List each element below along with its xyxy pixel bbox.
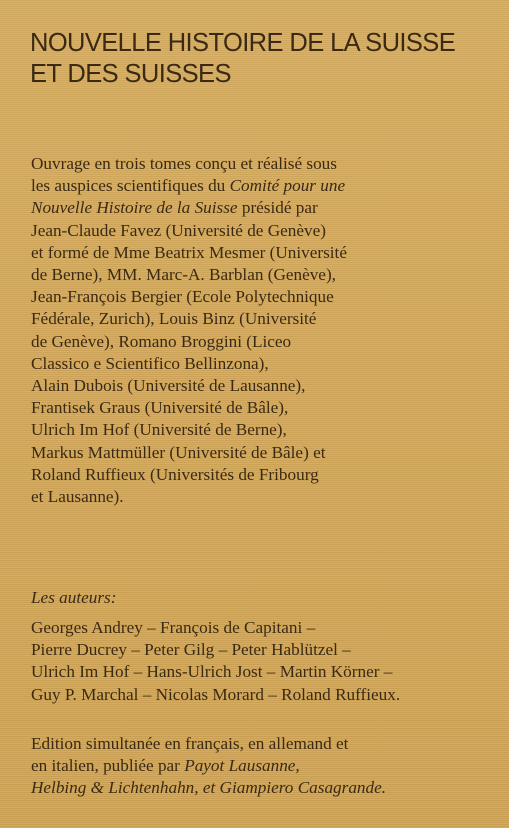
edition-text: en italien, publiée par xyxy=(31,756,185,776)
intro-line: Jean-François Bergier (Ecole Polytechnique xyxy=(31,287,334,307)
intro-paragraph xyxy=(31,153,347,508)
authors-list xyxy=(31,617,400,706)
intro-line: Ulrich Im Hof (Université de Berne), xyxy=(31,420,287,440)
intro-line: Jean-Claude Favez (Université de Genève) xyxy=(31,220,326,240)
intro-line: de Genève), Romano Broggini (Liceo xyxy=(31,331,292,351)
publisher-name: Payot Lausanne, xyxy=(184,756,300,776)
intro-line: Markus Mattmüller (Université de Bâle) et xyxy=(31,442,326,462)
committee-name: Comité pour une xyxy=(229,176,346,196)
intro-line: de Berne), MM. Marc-A. Barblan (Genève), xyxy=(31,265,336,285)
edition-line xyxy=(31,777,386,799)
authors-line: Georges Andrey – François de Capitani – xyxy=(31,618,316,637)
publisher-names: Helbing & Lichtenhahn, et Giampiero Casagrande. xyxy=(31,778,387,798)
authors-line: Guy P. Marchal – Nicolas Morard – Roland Ruffieux. xyxy=(31,684,401,704)
intro-text: présidé par xyxy=(237,198,318,218)
title-line-2: ET DES SUISSES xyxy=(30,60,231,88)
intro-text: les auspices scientifiques du xyxy=(31,176,230,196)
intro-line xyxy=(31,175,347,197)
intro-line: Frantisek Graus (Université de Bâle), xyxy=(31,398,289,418)
authors-line: Ulrich Im Hof – Hans-Ulrich Jost – Martin Körner – xyxy=(31,662,393,682)
intro-line: Ouvrage en trois tomes conçu et réalisé sous xyxy=(31,154,337,173)
authors-heading: Les auteurs: xyxy=(31,588,117,607)
edition-paragraph xyxy=(31,733,386,800)
intro-line xyxy=(31,197,347,219)
edition-line: Edition simultanée en français, en allemand et xyxy=(31,734,349,753)
intro-line: Roland Ruffieux (Universités de Fribourg xyxy=(31,464,319,484)
intro-line: Fédérale, Zurich), Louis Binz (Université xyxy=(31,309,317,329)
intro-line: Alain Dubois (Université de Lausanne), xyxy=(31,376,306,396)
intro-line: et formé de Mme Beatrix Mesmer (Université xyxy=(31,242,347,262)
authors-line: Pierre Ducrey – Peter Gilg – Peter Hablützel – xyxy=(31,640,351,660)
intro-line: et Lausanne). xyxy=(31,487,124,507)
title-line-1: NOUVELLE HISTOIRE DE LA SUISSE xyxy=(30,29,456,57)
book-title xyxy=(30,28,455,90)
edition-line xyxy=(31,755,386,777)
committee-name: Nouvelle Histoire de la Suisse xyxy=(31,198,238,218)
intro-line: Classico e Scientifico Bellinzona), xyxy=(31,353,269,373)
